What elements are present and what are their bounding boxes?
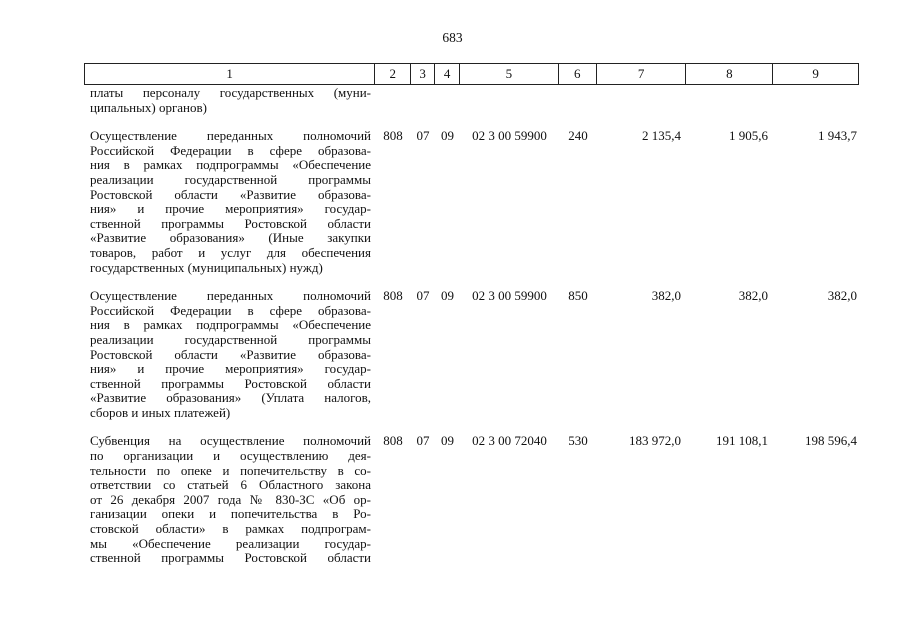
description-line: Ростовской области «Развитие образова- [90, 186, 371, 202]
description-line: тельности по опеке и попечительству в со- [90, 462, 371, 478]
cell-expense-type: 850 [568, 288, 588, 304]
description-line: сборов и иных платежей) [90, 404, 231, 420]
description-line: государственных (муниципальных) нужд) [90, 259, 323, 275]
column-header-6: 6 [559, 64, 597, 84]
column-header-5: 5 [460, 64, 559, 84]
table-body [84, 86, 859, 566]
cell-expense-type: 530 [568, 433, 588, 449]
description-line: ния» и прочие мероприятия» государ- [90, 361, 371, 377]
description-line: Осуществление переданных полномочий [90, 128, 371, 144]
column-header-2: 2 [375, 64, 411, 84]
cell-ministry: 808 [383, 288, 403, 304]
cell-ministry: 808 [383, 433, 403, 449]
description-line: ственной программы Ростовской области [90, 550, 371, 566]
column-header-9: 9 [812, 66, 819, 81]
description-line: «Развитие образования» (Иные закупки [90, 230, 371, 246]
cell-target-article: 02 3 00 59900 [472, 288, 547, 304]
column-header-7: 7 [597, 64, 687, 84]
description-line: ципальных) органов) [90, 99, 207, 115]
description-line: ответствии со статьей 6 Областного закона [90, 477, 371, 493]
description-line: ния в рамках подпрограммы «Обеспечение [90, 157, 371, 173]
cell-subsection: 09 [441, 433, 454, 449]
cell-subsection: 09 [441, 288, 454, 304]
description-line: стовской области» в рамках подпрограм- [90, 521, 371, 537]
column-header-8: 8 [686, 64, 773, 84]
description-line: реализации государственной программы [90, 331, 371, 347]
cell-target-article: 02 3 00 72040 [472, 433, 547, 449]
table-row [84, 434, 859, 565]
description-line: по организации и осуществлению дея- [90, 448, 371, 464]
row-description [84, 434, 375, 565]
cell-amount-1: 2 135,4 [642, 128, 681, 144]
description-line: ганизации опеки и попечительства в Ро- [90, 506, 371, 522]
description-line: реализации государственной программы [90, 171, 371, 187]
column-header-1: 1 [85, 64, 375, 84]
description-line: Ростовской области «Развитие образова- [90, 346, 371, 362]
cell-expense-type: 240 [568, 128, 588, 144]
cell-section: 07 [416, 288, 430, 304]
description-line: товаров, работ и услуг для обеспечения [90, 244, 371, 260]
cell-amount-3: 382,0 [827, 288, 857, 304]
page-number: 683 [442, 30, 463, 45]
description-line: Российской Федерации в сфере образова- [90, 142, 371, 158]
cell-target-article: 02 3 00 59900 [472, 128, 547, 144]
cell-amount-1: 183 972,0 [629, 433, 681, 449]
cell-section: 07 [416, 433, 430, 449]
description-line: ния в рамках подпрограммы «Обеспечение [90, 317, 371, 333]
description-line: ственной программы Ростовской области [90, 375, 371, 391]
cell-amount-2: 191 108,1 [716, 433, 768, 449]
description-line: Осуществление переданных полномочий [90, 288, 371, 304]
table-row [84, 86, 859, 115]
cell-section: 07 [416, 128, 430, 144]
cell-amount-2: 382,0 [738, 288, 768, 304]
description-line: мы «Обеспечение реализации государ- [90, 535, 371, 551]
description-line: Российской Федерации в сфере образова- [90, 302, 371, 318]
description-line: Субвенция на осуществление полномочий [90, 433, 371, 449]
cell-amount-1: 382,0 [651, 288, 681, 304]
description-line: ственной программы Ростовской области [90, 215, 371, 231]
column-header-3: 3 [411, 64, 435, 84]
cell-amount-2: 1 905,6 [729, 128, 768, 144]
row-description [84, 86, 375, 115]
cell-amount-3: 1 943,7 [818, 128, 857, 144]
cell-ministry: 808 [383, 128, 403, 144]
description-line: платы персоналу государственных (муни- [90, 85, 371, 100]
description-line: «Развитие образования» (Уплата налогов, [90, 390, 371, 406]
table-row [84, 129, 859, 275]
table-header [84, 63, 859, 85]
description-line: от 26 декабря 2007 года № 830-ЗС «Об ор- [90, 491, 371, 507]
table-row [84, 289, 859, 420]
column-header-4: 4 [435, 64, 460, 84]
cell-subsection: 09 [441, 128, 454, 144]
cell-amount-3: 198 596,4 [805, 433, 857, 449]
description-line: ния» и прочие мероприятия» государ- [90, 201, 371, 217]
row-description [84, 129, 375, 275]
row-description [84, 289, 375, 420]
